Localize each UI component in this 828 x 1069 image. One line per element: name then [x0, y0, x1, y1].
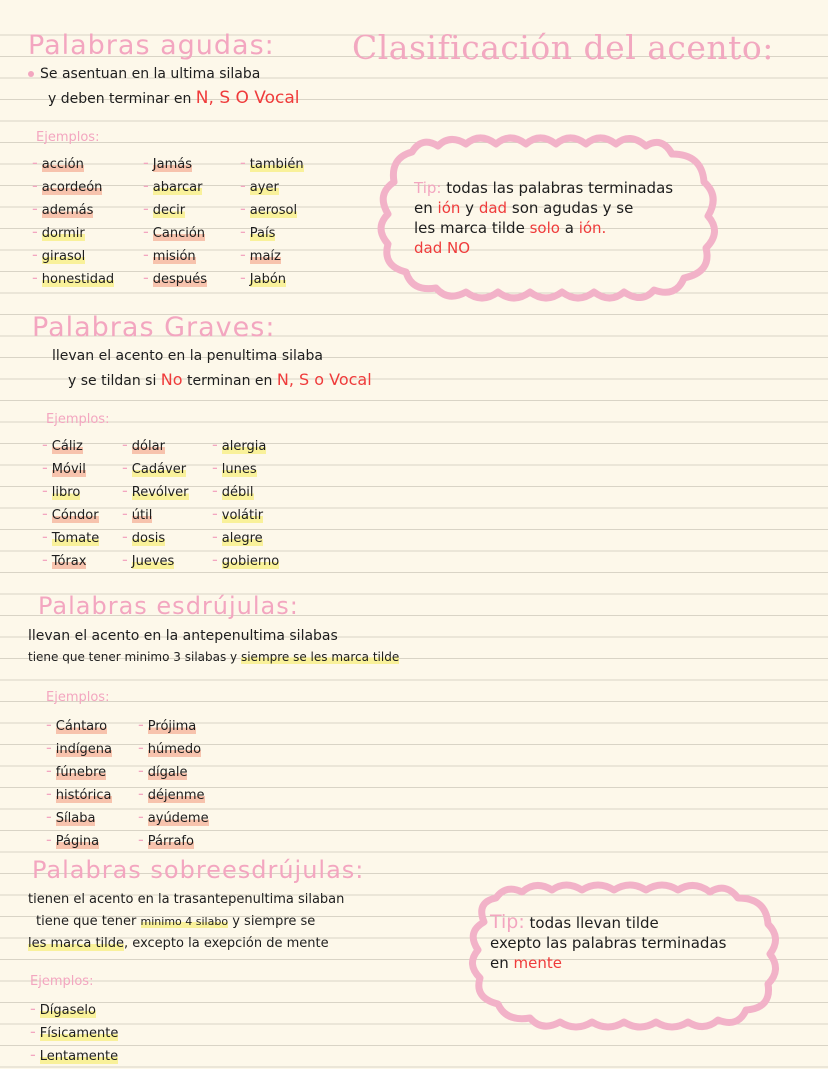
- list-item: - Página: [46, 830, 100, 849]
- list-item: - Cóndor: [42, 504, 99, 523]
- esdrujulas-rule-line-2: tiene que tener minimo 3 silabas y siempre se les marca tilde: [28, 650, 400, 664]
- list-item: - Cáliz: [42, 435, 83, 454]
- list-item: - histórica: [46, 784, 112, 803]
- list-item: - dólar: [122, 435, 165, 454]
- page-title: Clasificación del acento:: [352, 28, 774, 67]
- list-item: - Tórax: [42, 550, 87, 569]
- list-item: - Revólver: [122, 481, 189, 500]
- agudas-rule-text-2: y deben terminar en: [48, 91, 192, 107]
- list-item: - ayúdeme: [138, 807, 209, 826]
- list-item: - Canción: [143, 222, 206, 241]
- list-item: - Cadáver: [122, 458, 187, 477]
- list-item: - Sílaba: [46, 807, 96, 826]
- sobreesdrujulas-col-1: [30, 998, 118, 1067]
- esdrujulas-title: Palabras esdrújulas:: [38, 592, 299, 620]
- list-item: - dígale: [138, 761, 188, 780]
- tip-label: Tip:: [414, 179, 442, 197]
- list-item: - también: [240, 153, 304, 172]
- list-item: - Jueves: [122, 550, 175, 569]
- graves-col-1: [42, 434, 99, 572]
- graves-ejemplos-label: Ejemplos:: [46, 412, 110, 427]
- esdrujulas-col-1: [46, 714, 112, 852]
- esdrujulas-col-2: [138, 714, 209, 852]
- agudas-tip-line-3: les marca tilde solo a ión.: [414, 219, 607, 237]
- list-item: - gobierno: [212, 550, 280, 569]
- list-item: - honestidad: [32, 268, 115, 287]
- list-item: - abarcar: [143, 176, 203, 195]
- esdrujulas-rule-line-1: llevan el acento en la antepenultima silabas: [28, 628, 338, 644]
- list-item: - dosis: [122, 527, 166, 546]
- agudas-rule-endings: N, S O Vocal: [195, 88, 300, 108]
- list-item: - además: [32, 199, 94, 218]
- sobreesdrujulas-tip-line-2: exepto las palabras terminadas: [490, 934, 727, 952]
- sobreesdrujulas-tip: [490, 912, 726, 973]
- list-item: - dormir: [32, 222, 85, 241]
- list-item: - débil: [212, 481, 254, 500]
- agudas-tip-line-1: Tip: todas las palabras terminadas: [414, 179, 674, 197]
- sobreesdrujulas-ejemplos-label: Ejemplos:: [30, 974, 94, 989]
- sobreesdrujulas-rule-line-2: tiene que tener minimo 4 silabo y siempre se: [36, 914, 316, 929]
- list-item: - girasol: [32, 245, 86, 264]
- list-item: - acción: [32, 153, 84, 172]
- agudas-rule-line-1: [28, 66, 260, 82]
- graves-rule-line-1: llevan el acento en la penultima silaba: [52, 348, 323, 364]
- agudas-rule-text-1: Se asentuan en la ultima silaba: [40, 66, 261, 82]
- list-item: - libro: [42, 481, 81, 500]
- sobreesdrujulas-tip-line-3: en mente: [490, 954, 562, 972]
- agudas-tip-line-2: en ión y dad son agudas y se: [414, 199, 634, 217]
- bullet-icon: [28, 71, 34, 77]
- sobreesdrujulas-tip-line-1: Tip: todas llevan tilde: [490, 911, 659, 933]
- list-item: - ayer: [240, 176, 279, 195]
- agudas-title: Palabras agudas:: [28, 30, 275, 61]
- list-item: - Párrafo: [138, 830, 194, 849]
- list-item: - indígena: [46, 738, 112, 757]
- list-item: - maíz: [240, 245, 281, 264]
- graves-col-2: [122, 434, 189, 572]
- agudas-rule-line-2: [48, 88, 300, 108]
- agudas-col-2: [143, 152, 207, 290]
- list-item: - Jabón: [240, 268, 287, 287]
- tip-label: Tip:: [490, 911, 525, 933]
- list-item: - Jamás: [143, 153, 192, 172]
- list-item: - Móvil: [42, 458, 86, 477]
- list-item: - fúnebre: [46, 761, 107, 780]
- esdrujulas-ejemplos-label: Ejemplos:: [46, 690, 110, 705]
- agudas-col-3: [240, 152, 304, 290]
- agudas-tip: [414, 178, 673, 258]
- list-item: - después: [143, 268, 208, 287]
- graves-title: Palabras Graves:: [32, 312, 276, 343]
- sobreesdrujulas-rule-line-1: tienen el acento en la trasantepenultima silaban: [28, 892, 345, 907]
- list-item: - Tomate: [42, 527, 100, 546]
- graves-col-3: [212, 434, 279, 572]
- list-item: - útil: [122, 504, 153, 523]
- list-item: - Dígaselo: [30, 999, 96, 1018]
- list-item: - Físicamente: [30, 1022, 119, 1041]
- list-item: - Prójima: [138, 715, 197, 734]
- list-item: - alergia: [212, 435, 267, 454]
- sobreesdrujulas-rule-line-3: les marca tilde, excepto la exepción de mente: [28, 936, 329, 951]
- agudas-tip-line-4: dad NO: [414, 239, 471, 257]
- list-item: - alegre: [212, 527, 263, 546]
- list-item: - volátir: [212, 504, 264, 523]
- list-item: - acordeón: [32, 176, 103, 195]
- list-item: - Lentamente: [30, 1045, 119, 1064]
- list-item: - aerosol: [240, 199, 298, 218]
- list-item: - País: [240, 222, 276, 241]
- graves-rule-line-2: y se tildan si No terminan en N, S o Vocal: [68, 370, 372, 389]
- list-item: - lunes: [212, 458, 257, 477]
- list-item: - decir: [143, 199, 186, 218]
- list-item: - misión: [143, 245, 196, 264]
- sobreesdrujulas-title: Palabras sobreesdrújulas:: [32, 856, 365, 884]
- agudas-col-1: [32, 152, 114, 290]
- list-item: - Cántaro: [46, 715, 108, 734]
- list-item: - déjenme: [138, 784, 205, 803]
- list-item: - húmedo: [138, 738, 202, 757]
- agudas-ejemplos-label: Ejemplos:: [36, 130, 100, 145]
